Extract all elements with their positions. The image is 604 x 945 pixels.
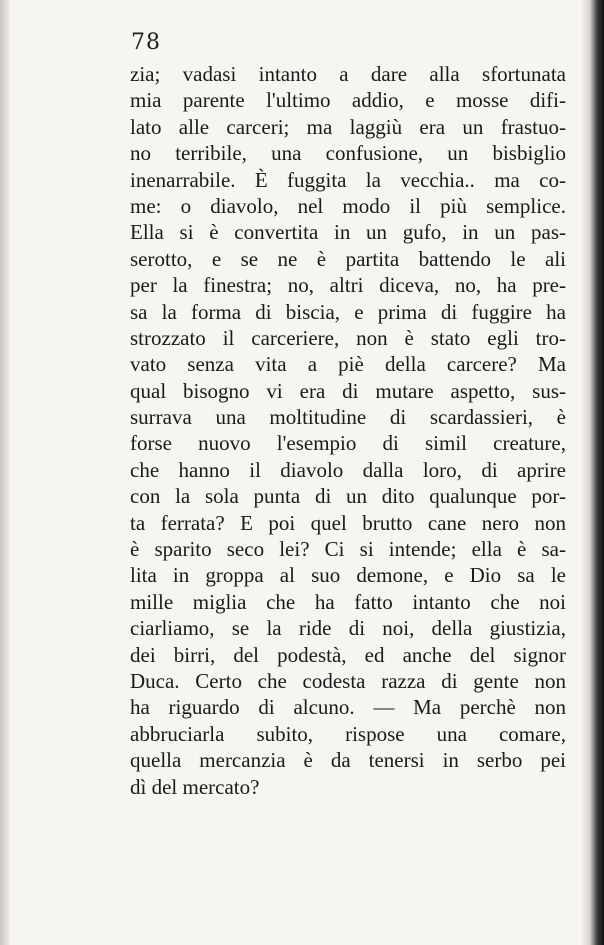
text-line: dei birri, del podestà, ed anche del signor xyxy=(130,642,566,667)
page-number: 78 xyxy=(131,30,161,55)
text-line: me: o diavolo, nel modo il più semplice. xyxy=(130,193,566,218)
text-line: serotto, e se ne è partita battendo le ali xyxy=(130,246,566,271)
page-left-edge xyxy=(0,0,10,945)
text-line: ciarliamo, se la ride di noi, della giustizia, xyxy=(130,616,566,641)
text-line: inenarrabile. È fuggita la vecchia.. ma co- xyxy=(130,167,566,192)
text-line: ta ferrata? E poi quel brutto cane nero non xyxy=(130,510,566,535)
text-line: sa la forma di biscia, e prima di fuggire ha xyxy=(130,299,566,324)
text-line: mia parente l'ultimo addio, e mosse difi- xyxy=(130,88,566,113)
text-line: abbruciarla subito, rispose una comare, xyxy=(130,721,566,746)
text-line: qual bisogno vi era di mutare aspetto, sus- xyxy=(130,378,566,403)
text-line: lita in groppa al suo demone, e Dio sa le xyxy=(130,563,566,588)
text-line: quella mercanzia è da tenersi in serbo pei xyxy=(130,748,566,773)
text-line: vato senza vita a piè della carcere? Ma xyxy=(130,352,566,377)
text-line: no terribile, una confusione, un bisbiglio xyxy=(130,141,566,166)
text-line: Ella si è convertita in un gufo, in un pas- xyxy=(130,220,566,245)
text-line: che hanno il diavolo dalla loro, di aprire xyxy=(130,457,566,482)
text-line: zia; vadasi intanto a dare alla sfortunata xyxy=(130,62,566,86)
text-line: strozzato il carceriere, non è stato egli tro- xyxy=(130,325,566,350)
text-line: con la sola punta di un dito qualunque por- xyxy=(130,484,566,509)
text-line: forse nuovo l'esempio di simil creature, xyxy=(130,431,566,456)
text-line: surrava una moltitudine di scardassieri, è xyxy=(130,405,566,430)
page-text xyxy=(130,61,566,800)
text-line: dì del mercato? xyxy=(130,774,260,799)
text-line: è sparito seco lei? Ci si intende; ella è sa- xyxy=(130,537,566,562)
text-line: Duca. Certo che codesta razza di gente non xyxy=(130,668,566,693)
text-line: ha riguardo di alcuno. — Ma perchè non xyxy=(130,695,566,720)
page-right-edge xyxy=(582,0,604,945)
text-line: lato alle carceri; ma laggiù era un frastuo- xyxy=(130,114,566,139)
text-line: per la finestra; no, altri diceva, no, ha pre- xyxy=(130,273,566,298)
text-line: mille miglia che ha fatto intanto che noi xyxy=(130,589,566,614)
